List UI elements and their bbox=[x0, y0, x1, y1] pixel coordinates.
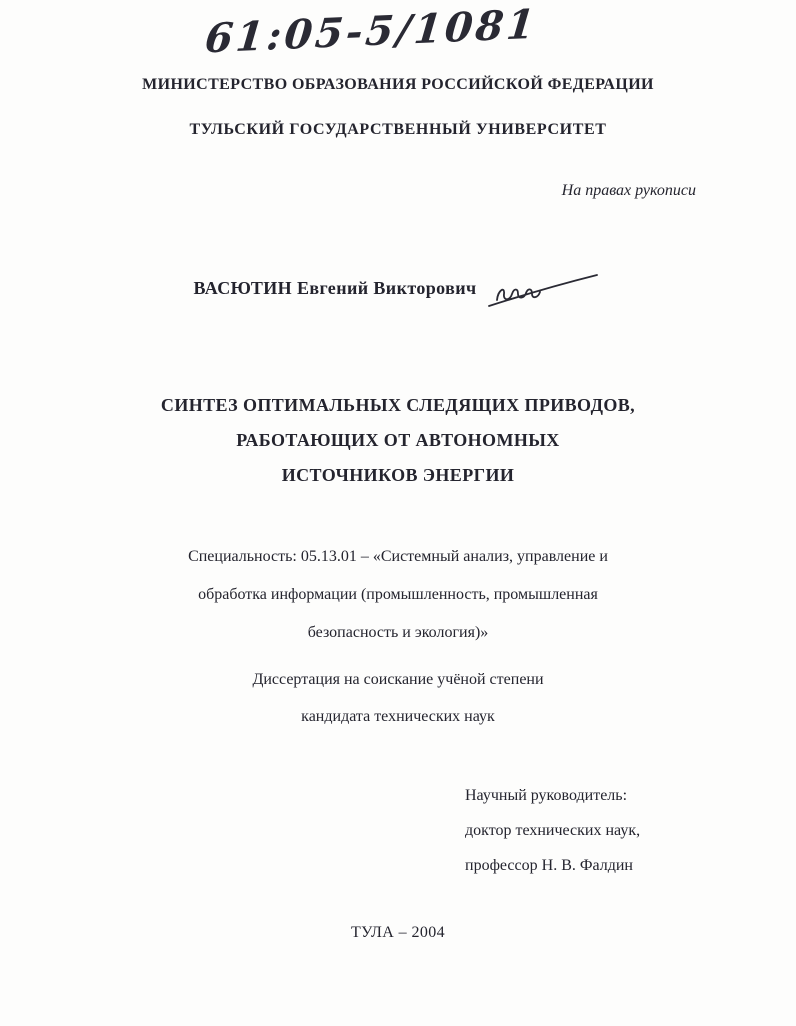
author-signature-icon bbox=[483, 270, 603, 319]
dissertation-statement bbox=[80, 661, 716, 735]
title-line-3: ИСТОЧНИКОВ ЭНЕРГИИ bbox=[281, 465, 515, 485]
dissertation-line-2: кандидата технических наук bbox=[301, 708, 495, 725]
city-year-footer: ТУЛА – 2004 bbox=[350, 924, 446, 941]
supervisor-line-3: профессор Н. В. Фалдин bbox=[465, 857, 633, 874]
title-line-1: СИНТЕЗ ОПТИМАЛЬНЫХ СЛЕДЯЩИХ ПРИВОДОВ, bbox=[160, 395, 636, 415]
supervisor-block bbox=[465, 778, 640, 883]
manuscript-rights-note: На правах рукописи bbox=[561, 182, 696, 199]
ministry-heading: МИНИСТЕРСТВО ОБРАЗОВАНИЯ РОССИЙСКОЙ ФЕДЕРАЦИИ bbox=[142, 76, 654, 93]
author-name: ВАСЮТИН Евгений Викторович bbox=[193, 278, 477, 298]
specialty-line-1: Специальность: 05.13.01 – «Системный анализ, управление и bbox=[188, 548, 608, 565]
author-row bbox=[0, 268, 796, 319]
university-heading: ТУЛЬСКИЙ ГОСУДАРСТВЕННЫЙ УНИВЕРСИТЕТ bbox=[189, 121, 607, 138]
supervisor-line-2: доктор технических наук, bbox=[465, 822, 641, 839]
title-line-2: РАБОТАЮЩИХ ОТ АВТОНОМНЫХ bbox=[236, 430, 560, 450]
specialty-block bbox=[80, 538, 716, 652]
supervisor-line-1: Научный руководитель: bbox=[465, 787, 628, 804]
specialty-line-3: безопасность и экология)» bbox=[307, 624, 489, 641]
dissertation-line-1: Диссертация на соискание учёной степени bbox=[252, 671, 544, 688]
handwritten-catalog-number: 61:05-5/1081 bbox=[202, 0, 540, 63]
dissertation-title bbox=[60, 388, 736, 493]
specialty-line-2: обработка информации (промышленность, промышленная bbox=[198, 586, 598, 603]
